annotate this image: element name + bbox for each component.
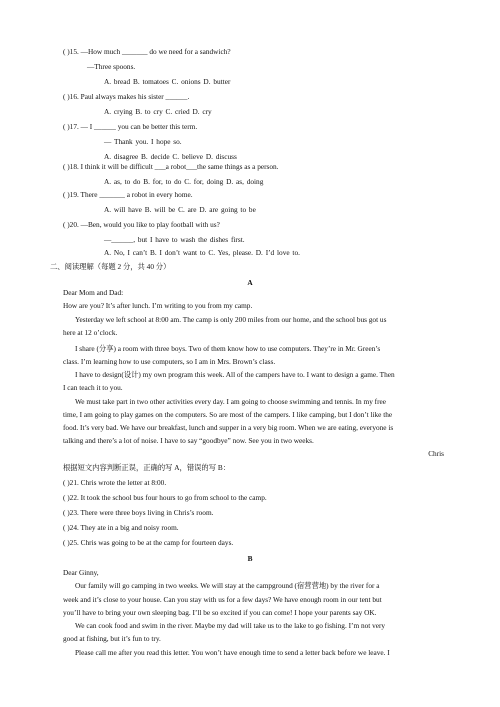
passage-b-line: Dear Ginny, [63,568,99,577]
passage-b-line: Please call me after you read this letter. You won’t have enough time to send a letter back before we leave. I [75,648,390,657]
question-15-answer-line: —Three spoons. [87,62,136,71]
question-20-answer-line: —______, but I have to wash the dishes first. [104,235,245,244]
question-17-options: A. disagree B. decide C. believe D. discuss [104,152,237,161]
question-20: ( )20. —Ben, would you like to play football with us? [63,220,220,229]
tf-instruction: 根据短文内容判断正误，正确的写 A，错误的写 B： [63,463,231,472]
passage-a-label: A [247,278,253,287]
passage-b-line: We can cook food and swim in the river. Maybe my dad will take us to the lake to go fishing. I’m not very [75,621,386,630]
passage-b-label: B [247,554,253,563]
question-17: ( )17. — I ______ you can be better this term. [63,122,198,131]
passage-b-line: week and it’s close to your house. Can you stay with us for a few days? We have enough room in our tent but [63,595,382,604]
question-20-options: A. No, I can’t B. I don’t want to C. Yes, please. D. I’d love to. [104,248,300,257]
question-22: ( )22. It took the school bus four hours to go from school to the camp. [63,493,267,502]
question-16: ( )16. Paul always makes his sister ______. [63,92,190,101]
passage-a-line: We must take part in two other activities every day. I am going to choose swimming and tennis. In my free [75,397,387,406]
question-17-answer-line: — Thank you. I hope so. [104,137,182,146]
passage-a-line: How are you? It’s after lunch. I’m writing to you from my camp. [63,301,253,310]
question-19: ( )19. There _______ a robot in every home. [63,190,193,199]
passage-b-line: you’ll have to bring your own sleeping bag. I’ll be so excited if you can come! I hope your parents say OK. [63,608,377,617]
question-19-options: A. will have B. will be C. are D. are going to be [104,205,256,214]
question-25: ( )25. Chris was going to be at the camp for fourteen days. [63,538,234,547]
passage-a-line: Dear Mom and Dad: [63,288,124,297]
question-21: ( )21. Chris wrote the letter at 8:00. [63,478,167,487]
question-15-options: A. bread B. tomatoes C. onions D. butter [104,77,231,86]
passage-a-signature: Chris [428,449,444,458]
passage-a-line: talking and there’s a lot of noise. I have to say “goodbye” now. See you in two weeks. [63,436,314,445]
passage-a-line: I can teach it to you. [63,383,123,392]
passage-b-line: Our family will go camping in two weeks. We will stay at the campground (宿营营地) by the river for a [75,581,380,590]
passage-a-line: here at 12 o’clock. [63,328,118,337]
question-24: ( )24. They ate in a big and noisy room. [63,523,179,532]
passage-a-line: time, I am going to play games on the computers. So are most of the campers. I like camping, but I don’t like the [63,410,393,419]
question-16-options: A. crying B. to cry C. cried D. cry [104,107,212,116]
passage-a-line: class. I’m learning how to use computers, so I am in Mrs. Brown’s class. [63,357,276,366]
passage-a-line: food. It’s very bad. We have our breakfast, lunch and supper in a very big room. When we are eating, everyone is [63,423,394,432]
section-heading-reading: 二、阅读理解（每题 2 分，共 40 分） [50,262,171,271]
passage-b-line: good at fishing, but it’s fun to try. [63,634,161,643]
passage-a-line: Yesterday we left school at 8:00 am. The camp is only 200 miles from our home, and the school bus got us [75,315,387,324]
passage-a-line: I have to design(设计) my own program this week. All of the campers have to. I want to design a game. Then [75,370,395,379]
question-18: ( )18. I think it will be difficult ___a robot___the same things as a person. [63,162,279,171]
passage-a-line: I share (分享) a room with three boys. Two of them know how to use computers. They’re in Mr. Green’s [75,344,381,353]
question-15: ( )15. —How much _______ do we need for a sandwich? [63,47,231,56]
question-23: ( )23. There were three boys living in Chris’s room. [63,508,214,517]
question-18-options: A. as, to do B. for, to do C. for, doing D. as, doing [104,177,264,186]
